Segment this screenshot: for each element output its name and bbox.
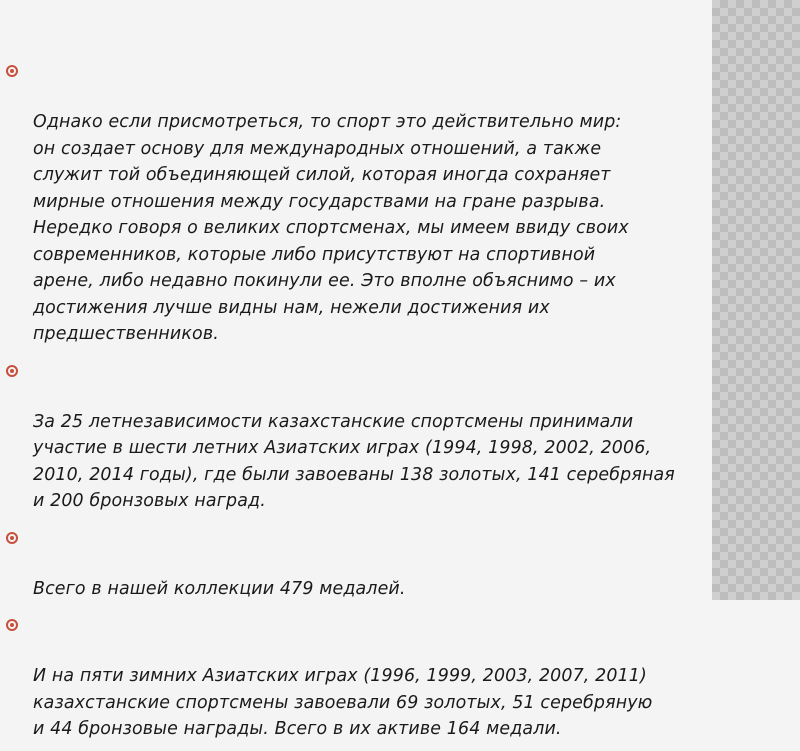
bullet-item [0, 610, 790, 743]
bullet-item [0, 56, 790, 348]
slide-content [0, 56, 790, 751]
bullet-text: Всего в нашей коллекции 479 медалей. [33, 578, 406, 599]
circle-bullet-icon [6, 532, 18, 544]
bullet-text: Однако если присмотреться, то спорт это действительно мир: он создает основу для международных отношений, а также служит той объединяющей силой, которая иногда сохраняет мирные отношения между государствами на гране разрыва. Нередко говоря о великих спортсменах, мы имеем ввиду своих современников, которые либо присутствуют на спортивной арене, либо недавно покинули ее. Это вполне объяснимо – их достижения лучше видны нам, нежели достижения их предшественников. [33, 112, 629, 344]
bullet-text: За 25 летнезависимости казахстанские спортсмены принимали участие в шести летних Азиатских играх (1994, 1998, 2002, 2006, 2010, 2014 годы), где были завоеваны 138 золотых, 141 серебряная и 200 бронзовых наград. [33, 411, 675, 511]
circle-bullet-icon [6, 365, 18, 377]
bullet-item [0, 356, 790, 515]
circle-bullet-icon [6, 619, 18, 631]
bullet-list [0, 56, 790, 743]
bullet-text: И на пяти зимних Азиатских играх (1996, 1999, 2003, 2007, 2011) казахстанские спортсмены завоевали 69 золотых, 51 серебряную и 44 бронзовые награды. Всего в их активе 164 медали. [33, 666, 653, 739]
bullet-item [0, 523, 790, 603]
circle-bullet-icon [6, 65, 18, 77]
